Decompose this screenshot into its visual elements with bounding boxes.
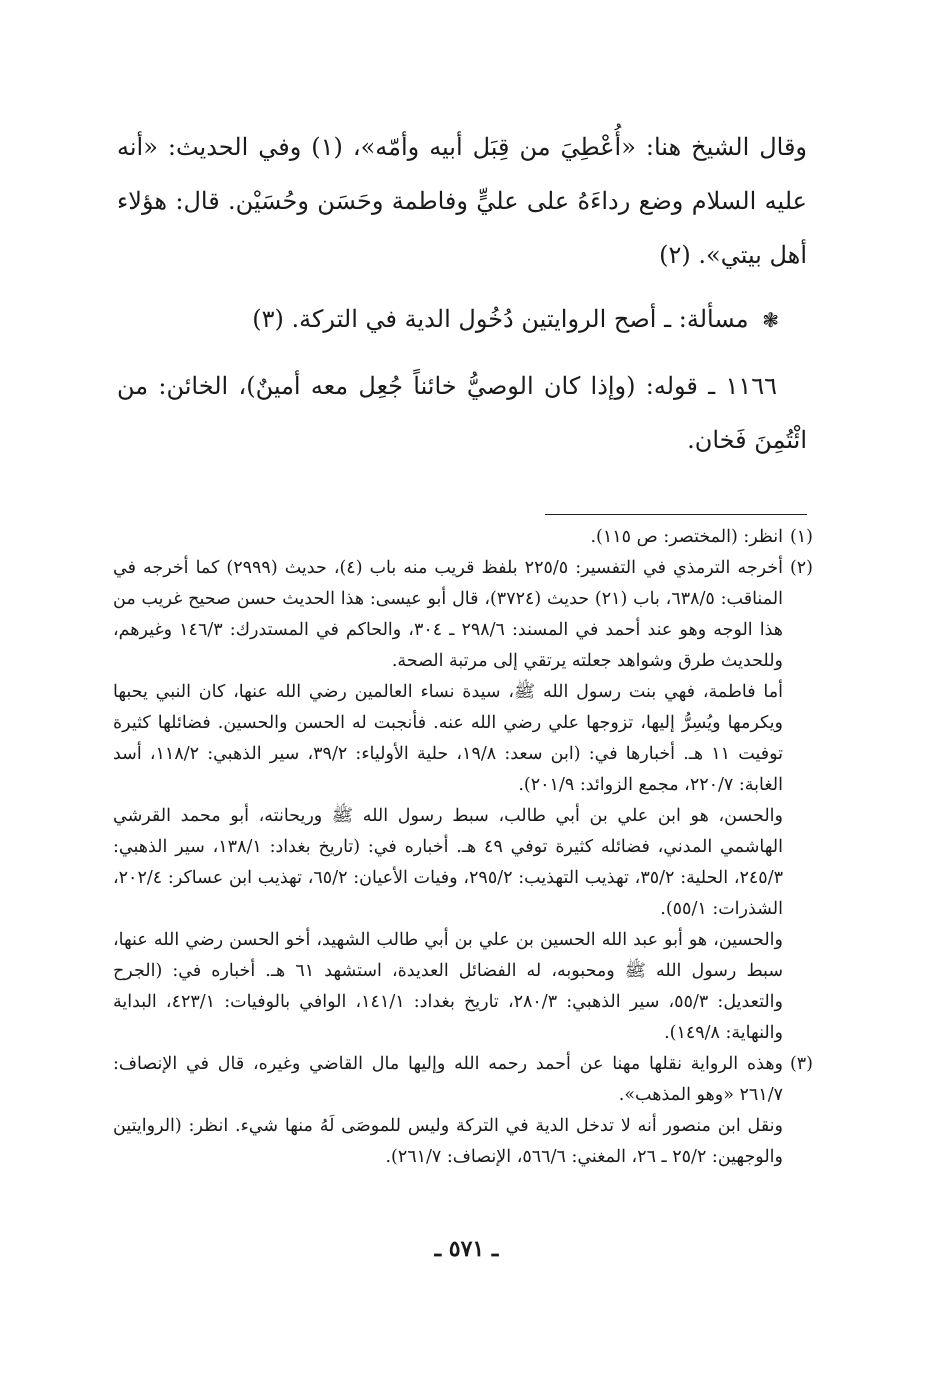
footnote-text: أخرجه الترمذي في التفسير: ٢٢٥/٥ بلفظ قريب منه باب (٤)، حديث (٢٩٩٩) كما أخرجه في المناقب: ٦٣٨/٥، باب (٢١) حديث (٣٧٢٤)، قال أبو عيسى: هذا الحديث حسن صحيح غريب من هذا الوجه وهو عند أحمد في المسند: ٢٩٨/٦ ـ ٣٠٤، والحاكم في المستدرك: ١٤٦/٣ وغيرهم، وللحديث طرق وشواهد جعلته يرتقي إلى مرتبة الصحة.: [113, 558, 784, 671]
footnote-number: (٣): [789, 1054, 813, 1074]
footnote-1: [113, 522, 813, 553]
footnote-text: انظر: (المختصر: ص ١١٥).: [590, 527, 783, 547]
footnote-2: [113, 553, 813, 677]
footnote-3-continuation: ونقل ابن منصور أنه لا تدخل الدية في التركة وليس للموصَى لَهُ منها شيء. انظر: (الروايتين والوجهين: ٢٥/٢ ـ ٢٦، المغني: ٥٦٦/٦، الإنصاف: ٢٦١/٧).: [113, 1116, 783, 1167]
footnote-text: وهذه الرواية نقلها مهنا عن أحمد رحمه الله وإليها مال القاضي وغيره، قال في الإنصاف: ٢٦١/٧ «وهو المذهب».: [113, 1054, 783, 1105]
page-number: ـ ٥٧١ ـ: [434, 1236, 499, 1262]
star-ornament-icon: ❃: [762, 308, 779, 332]
footnote-3: [113, 1049, 813, 1111]
footnote-2-husayn: والحسين، هو أبو عبد الله الحسين بن علي بن أبي طالب الشهيد، أخو الحسن رضي الله عنها، سبط رسول الله ﷺ ومحبوبه، له الفضائل العديدة، استشهد ٦١ هـ. أخباره في: (الجرح والتعديل: ٥٥/٣، سير الذهبي: ٢٨٠/٣، تاريخ بغداد: ١٤١/١، الوافي بالوفيات: ٤٢٣/١، البداية والنهاية: ١٤٩/٨).: [113, 930, 784, 1043]
main-paragraph-1: وقال الشيخ هنا: «أُعْطِيَ من قِبَل أبيه وأمّه»، (١) وفي الحديث: «أنه عليه السلام وضع رداءَهُ على عليٍّ وفاطمة وحَسَن وحُسَيْن. قال: هؤلاء أهل بيتي». (٢): [117, 133, 807, 269]
footnotes-section: [113, 522, 813, 1173]
footnote-2-hasan: والحسن، هو ابن علي بن أبي طالب، سبط رسول الله ﷺ وريحانته، أبو محمد القرشي الهاشمي المدني، فضائله كثيرة توفي ٤٩ هـ. أخباره في: (تاريخ بغداد: ١٣٨/١، سير الذهبي: ٢٤٥/٣، الحلية: ٣٥/٢، تهذيب التهذيب: ٢٩٥/٢، وفيات الأعيان: ٦٥/٢، تهذيب ابن عساكر: ٢٠٢/٤، الشذرات: ٥٥/١).: [113, 806, 784, 919]
footnote-2-fatima: أما فاطمة، فهي بنت رسول الله ﷺ، سيدة نساء العالمين رضي الله عنها، كان النبي يحبها ويكرمها ويُسِرُّ إليها، تزوجها علي رضي الله عنه. فأنجبت له الحسن والحسين. فضائلها كثيرة توفيت ١١ هـ. أخبارها في: (ابن سعد: ١٩/٨، حلية الأولياء: ٣٩/٢، سير الذهبي: ١١٨/٢، أسد الغابة: ٢٢٠/٧، مجمع الزوائد: ٢٠١/٩).: [113, 682, 783, 795]
main-text: [117, 120, 807, 467]
footnote-separator: [545, 514, 807, 515]
issue-text: مسألة: ـ أصح الروايتين دُخُول الدية في التركة. (٣): [252, 305, 749, 333]
footnote-number: (٢): [789, 558, 813, 578]
issue-paragraph: [117, 292, 807, 347]
footnote-number: (١): [789, 527, 813, 547]
paragraph-1166: ١١٦٦ ـ قوله: (وإذا كان الوصيُّ خائناً جُعِل معه أمينٌ)، الخائن: من ائْتُمِنَ فَخان.: [117, 372, 807, 454]
